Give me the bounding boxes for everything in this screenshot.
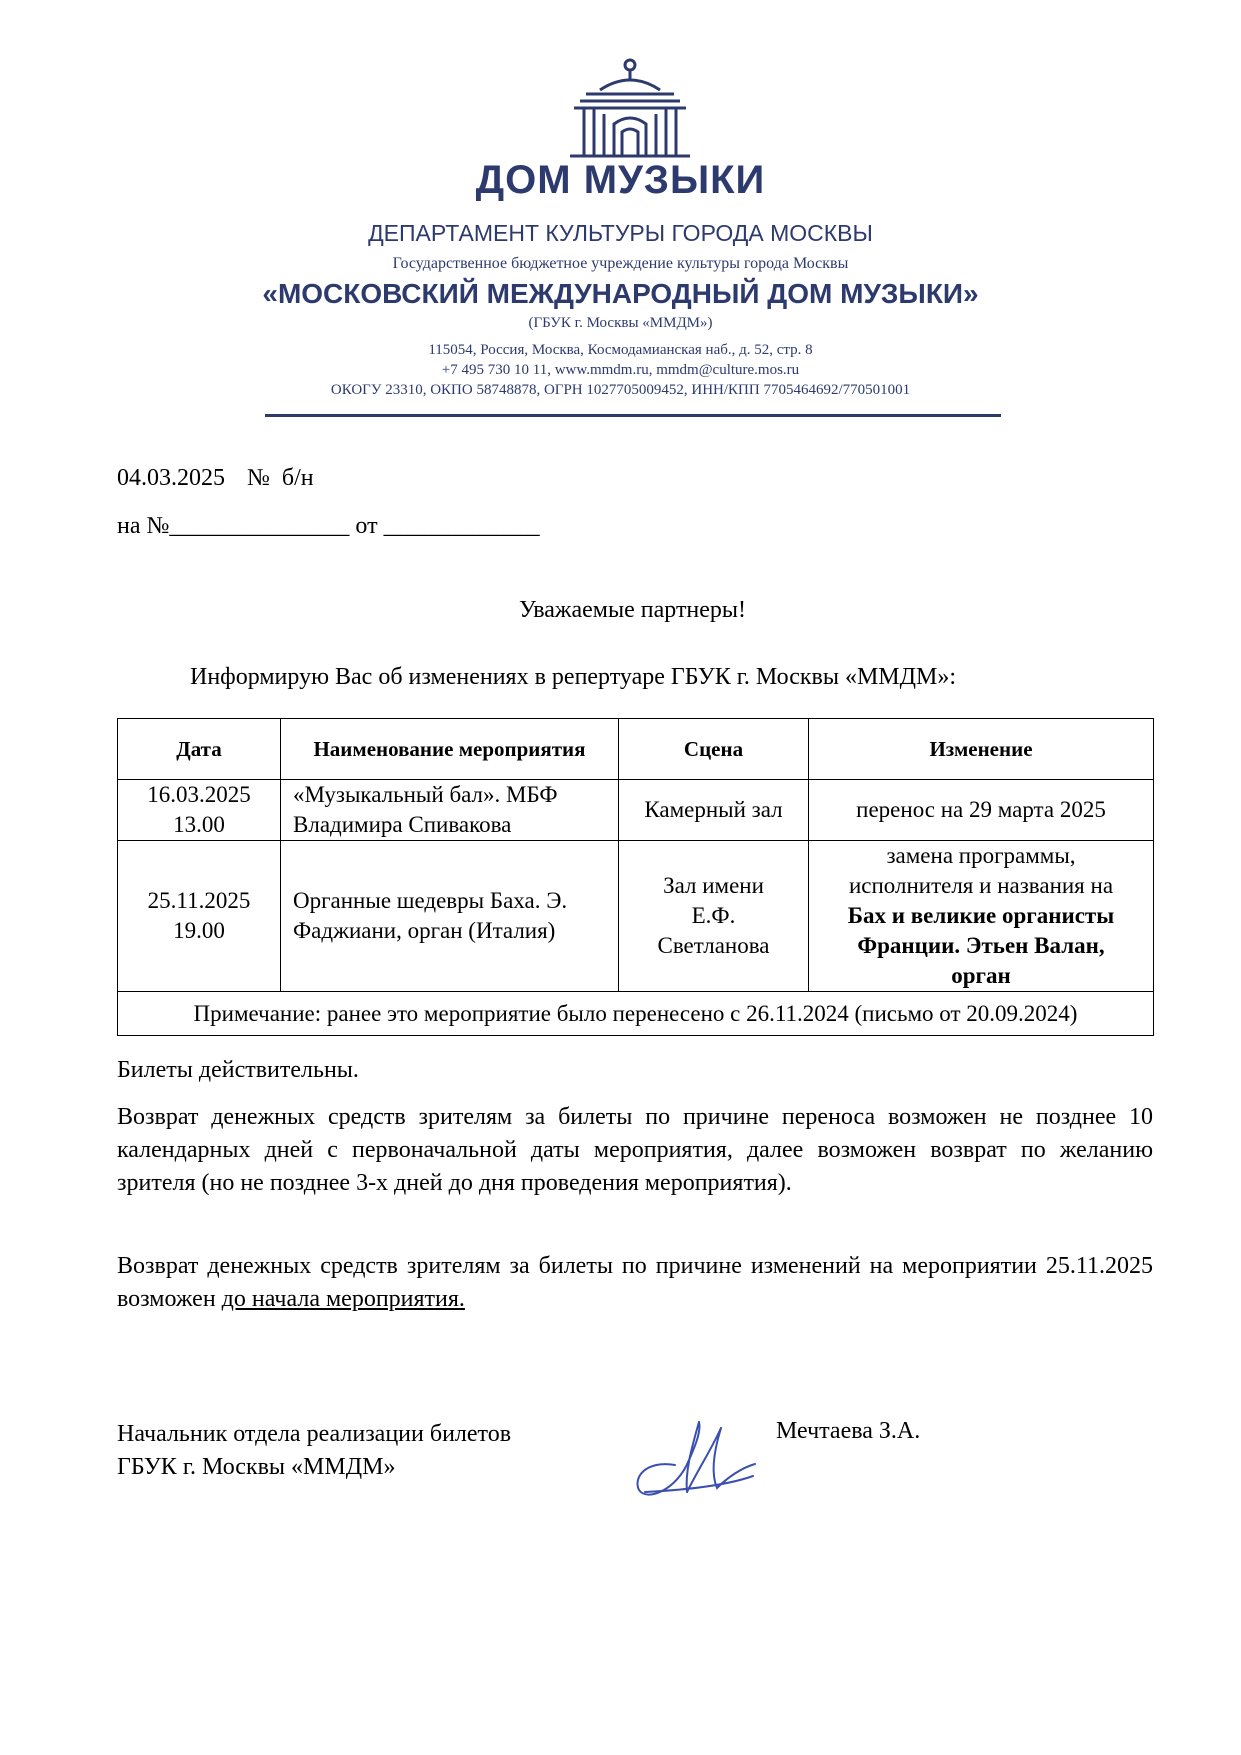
intro-text: Информирую Вас об изменениях в репертуаре ГБУК г. Москвы «ММДМ»: [190,664,957,690]
number-sign: № [247,465,270,491]
column-header-date: Дата [118,719,281,780]
column-header-change: Изменение [809,719,1154,780]
event-name-line: Фаджиани, орган (Италия) [293,918,556,943]
table-header-row [118,719,1154,780]
cell-stage [619,841,809,992]
change-line-bold: Франции. Этьен Валан, [857,933,1105,958]
cell-date [118,780,281,841]
column-header-event: Наименование мероприятия [281,719,619,780]
event-date: 25.11.2025 [147,888,251,913]
table-note: Примечание: ранее это мероприятие было перенесено с 26.11.2024 (письмо от 20.09.2024) [118,992,1154,1036]
change-line-bold: орган [951,963,1011,988]
institution-short-name: (ГБУК г. Москвы «ММДМ») [528,315,713,331]
refund-change-deadline: до начала мероприятия. [221,1286,465,1312]
address: 115054, Россия, Москва, Космодамианская наб., д. 52, стр. 8 [428,342,813,358]
cell-event [281,841,619,992]
stage-line: Зал имени [663,873,764,898]
cell-change [809,841,1154,992]
salutation: Уважаемые партнеры! [518,597,747,623]
concert-hall-logo-icon [560,58,700,158]
institution-type: Государственное бюджетное учреждение культуры города Москвы [392,255,849,272]
event-time: 13.00 [173,812,225,837]
cell-event [281,780,619,841]
column-header-stage: Сцена [619,719,809,780]
stage-line: Светланова [657,933,770,958]
change-line: исполнителя и названия на [848,873,1114,898]
department-name: ДЕПАРТАМЕНТ КУЛЬТУРЫ ГОРОДА МОСКВЫ [368,220,873,246]
refund-change-text: Возврат денежных средств зрителям за билеты по причине изменений на мероприятии 25.11.2025 возможен [117,1253,1153,1312]
signer-position-line: ГБУК г. Москвы «ММДМ» [117,1454,396,1480]
event-name-line: «Музыкальный бал». МБФ [293,782,558,807]
signer-position [117,1418,511,1484]
change-line: замена программы, [886,843,1076,868]
event-date: 16.03.2025 [147,782,251,807]
stage-line: Е.Ф. [691,903,736,928]
event-name-line: Владимира Спивакова [293,812,512,837]
cell-date [118,841,281,992]
contact-block [0,340,1241,400]
reference-line: на №_______________ от _____________ [117,513,540,539]
repertoire-changes-table [117,718,1154,1036]
contacts: +7 495 730 10 11, www.mmdm.ru, mmdm@culture.mos.ru [441,362,800,378]
refund-change-paragraph [117,1250,1153,1316]
institution-name: «МОСКОВСКИЙ МЕЖДУНАРОДНЫЙ ДОМ МУЗЫКИ» [262,278,979,309]
brand-title: ДОМ МУЗЫКИ [475,158,766,202]
change-line-bold: Бах и великие органисты [847,903,1115,928]
refund-postpone-paragraph: Возврат денежных средств зрителям за билеты по причине переноса возможен не позднее 10 календарных дней с первоначальной даты мероприятия, далее возможен возврат по желанию зрителя (но не позднее 3-х дней до дня проведения мероприятия). [117,1104,1153,1196]
letter-date: 04.03.2025 [117,465,225,491]
cell-stage: Камерный зал [619,780,809,841]
event-name-line: Органные шедевры Баха. Э. [293,888,568,913]
handwritten-signature-icon [625,1410,770,1500]
event-time: 19.00 [173,918,225,943]
table-row [118,780,1154,841]
signer-position-line: Начальник отдела реализации билетов [117,1421,512,1447]
tickets-valid-text: Билеты действительны. [117,1057,359,1083]
letter-number: б/н [281,465,314,491]
signer-name: Мечтаева З.А. [776,1418,921,1444]
cell-change: перенос на 29 марта 2025 [809,780,1154,841]
header-divider [265,414,1001,417]
table-row [118,841,1154,992]
letter-date-line [117,465,336,492]
table-note-row [118,992,1154,1036]
requisites: ОКОГУ 23310, ОКПО 58748878, ОГРН 1027705009452, ИНН/КПП 7705464692/770501001 [330,382,911,398]
